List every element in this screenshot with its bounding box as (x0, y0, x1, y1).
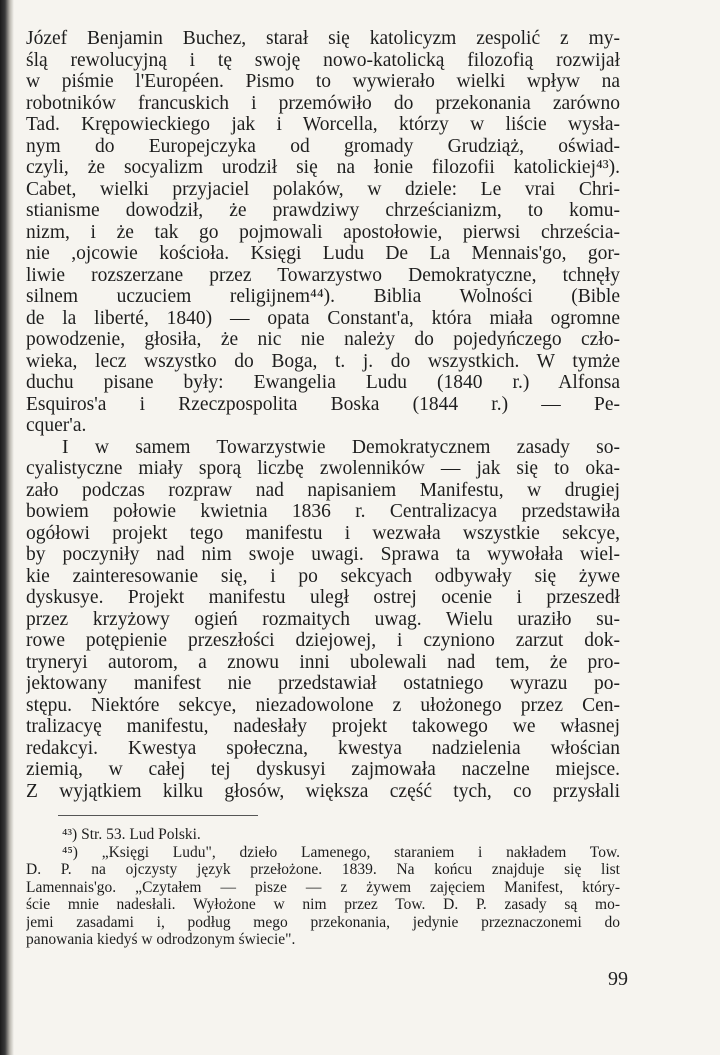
text-line: by poczyniły nad nim swoje uwagi. Sprawa ta wywołała wiel- (26, 544, 620, 565)
text-line: nizm, i że tak go pojmowali apostołowie, pierwsi chrześcia- (26, 221, 620, 243)
text-line: nie ,ojcowie kościoła. Księgi Ludu De La Mennais'go, gor- (26, 243, 620, 264)
text-line: zało podczas rozpraw nad napisaniem Manifestu, w drugiej (26, 479, 620, 501)
text-line: ziemią, w całej tej dyskusyi zajmowała naczelne miejsce. (26, 759, 620, 780)
text-line: stępu. Niektóre sekcye, niezadowolone z ułożonego przez Cen- (26, 694, 620, 716)
text-line: cyalistyczne miały sporą liczbę zwolenników — jak się to oka- (26, 458, 620, 479)
footnote-43: ⁴³) Str. 53. Lud Polski. (62, 826, 201, 843)
text-line: tryneryi autorom, a znowu inni ubolewali nad tem, że pro- (26, 651, 620, 673)
text-line: tralizacyę manifestu, nadesłały projekt takowego we własnej (26, 716, 620, 737)
text-line: rowe potępienie przeszłości dziejowej, i czyniono zarzut dok- (26, 630, 620, 651)
footnote-line: D. P. na ojczysty język przełożone. 1839. Na końcu znajduje się list (26, 861, 620, 878)
text-line: liwie rozszerzane przez Towarzystwo Demokratyczne, tchnęły (26, 264, 620, 286)
page-number: 99 (608, 968, 628, 990)
text-line: Esquiros'a i Rzeczpospolita Boska (1844 r.) — Pe- (26, 393, 620, 415)
text-line: czyli, że socyalizm urodził się na łonie filozofii katolickiej⁴³). (26, 157, 620, 178)
text-line: Tad. Krępowieckiego jak i Worcella, którzy w liście wysła- (26, 114, 620, 135)
page-binding-shadow (0, 0, 14, 1055)
text-line: silnem uczuciem religijnem⁴⁴). Biblia Wolności (Bible (26, 286, 620, 307)
text-line: Z wyjątkiem kilku głosów, większa część tych, co przysłali (26, 780, 620, 802)
text-line: ślą rewolucyjną i tę swoję nowo-katolicką filozofią rozwijał (26, 49, 620, 71)
text-line: powodzenie, głosiła, że nic nie należy do pojedyńczego czło- (26, 329, 620, 350)
footnote-line: Lamennais'go. „Czytałem — pisze — z żywem zajęciem Manifest, który- (26, 878, 620, 896)
text-line: ogółowi projekt tego manifestu i wezwała wszystkie sekcye, (26, 522, 620, 544)
text-line: stianisme dowodził, że prawdziwy chrześcianizm, to komu- (26, 200, 620, 221)
footnote-45: ⁴⁵) „Księgi Ludu", dzieło Lamenego, staraniem i nakładem Tow. (62, 843, 620, 861)
footnote-line: panowania kiedyś w odrodzonym świecie". (26, 931, 296, 948)
text-line: Cabet, wielki przyjaciel polaków, w dziele: Le vrai Chri- (26, 178, 620, 200)
paragraph-start-line: I w samem Towarzystwie Demokratycznem zasady so- (62, 436, 620, 458)
text-line: dyskusye. Projekt manifestu uległ ostrej ocenie i przeszedł (26, 587, 620, 608)
text-line: nym do Europejczyka od gromady Grudziąż, oświad- (26, 135, 620, 157)
text-line: de la liberté, 1840) — opata Constant'a, która miała ogromne (26, 307, 620, 329)
footnotes (26, 826, 620, 949)
text-line: bowiem połowie kwietnia 1836 r. Centralizacya przedstawiła (26, 501, 620, 522)
text-line: redakcyi. Kwestya społeczna, kwestya nadzielenia włościan (26, 737, 620, 759)
text-line: robotników francuskich i przemówiło do przekonania zarówno (26, 92, 620, 114)
text-line: w piśmie l'Européen. Pismo to wywierało wielki wpływ na (26, 71, 620, 92)
text-line: Józef Benjamin Buchez, starał się katolicyzm zespolić z my- (26, 28, 620, 49)
body-text (26, 28, 620, 802)
footnote-line: ście mnie nadesłali. Wyłożone w nim przez Tow. D. P. zasady są mo- (26, 896, 620, 913)
text-line: jektowany manifest nie przedstawiał ostatniego wyrazu po- (26, 673, 620, 694)
text-line: przez krzyżowy ogień rozmaitych uwag. Wielu uraziło su- (26, 608, 620, 630)
footnote-line: jemi zasadami i, podług mego przekonania, jedynie przeznaczonemi do (26, 913, 620, 931)
text-line: wieka, lecz wszystko do Boga, t. j. do wszystkich. W tymże (26, 350, 620, 372)
paragraph-end-line: cquer'a. (26, 415, 87, 436)
text-line: kie zainteresowanie się, i po sekcyach odbywały się żywe (26, 565, 620, 587)
footnote-divider (58, 815, 258, 816)
text-line: duchu pisane były: Ewangelia Ludu (1840 r.) Alfonsa (26, 372, 620, 393)
